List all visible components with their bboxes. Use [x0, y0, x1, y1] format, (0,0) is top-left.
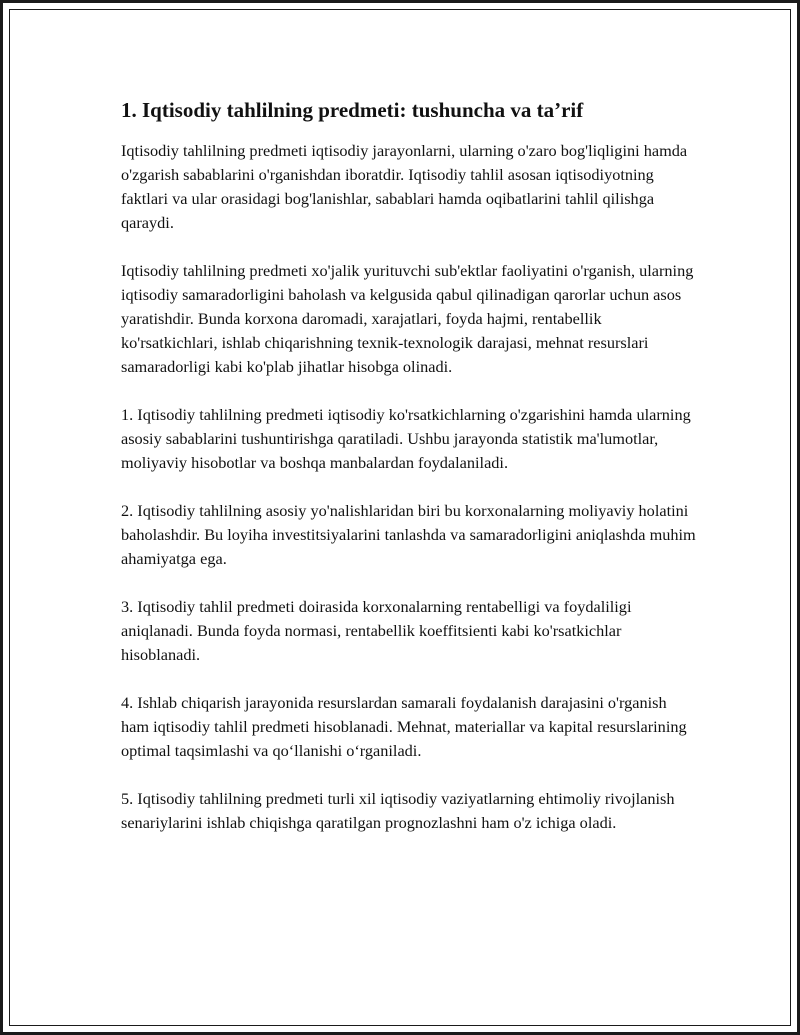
paragraph-subject: Iqtisodiy tahlilning predmeti xo'jalik yurituvchi sub'ektlar faoliyatini o'rganish, ularning iqtisodiy samaradorligini baholash va kelgusida qabul qilinadigan qarorlar uchun asos yaratishdir. Bunda korxona daromadi, xarajatlari, foyda hajmi, rentabellik ko'rsatkichlari, ishlab chiqarishning texnik-texnologik darajasi, mehnat resurslari samaradorligi kabi ko'plab jihatlar hisobga olinadi. [121, 261, 694, 376]
paragraph-point-5: 5. Iqtisodiy tahlilning predmeti turli xil iqtisodiy vaziyatlarning ehtimoliy rivojlanish senariylarini ishlab chiqishga qaratilgan prognozlashni ham o'z ichiga oladi. [121, 789, 675, 832]
paragraph-point-3: 3. Iqtisodiy tahlil predmeti doirasida korxonalarning rentabelligi va foydaliligi aniqlanadi. Bunda foyda normasi, rentabellik koeffitsienti kabi ko'rsatkichlar hisoblanadi. [121, 597, 632, 664]
document-body [121, 95, 696, 859]
paragraph-intro: Iqtisodiy tahlilning predmeti iqtisodiy jarayonlarni, ularning o'zaro bog'liqligini hamda o'zgarish sabablarini o'rganishdan iboratdir. Iqtisodiy tahlil asosan iqtisodiyotning faktlari va ular orasidagi bog'lanishlar, sabablari hamda oqibatlarini tahlil qilishga qaraydi. [121, 141, 688, 232]
paragraph-point-1: 1. Iqtisodiy tahlilning predmeti iqtisodiy ko'rsatkichlarning o'zgarishini hamda ularning asosiy sabablarini tushuntirishga qaratiladi. Ushbu jarayonda statistik ma'lumotlar, moliyaviy hisobotlar va boshqa manbalardan foydalaniladi. [121, 405, 691, 472]
paragraph-point-2: 2. Iqtisodiy tahlilning asosiy yo'nalishlaridan biri bu korxonalarning moliyaviy holatini baholashdir. Bu loyiha investitsiyalarini tanlashda va samaradorligini aniqlashda muhim ahamiyatga ega. [121, 501, 696, 568]
document-title: 1. Iqtisodiy tahlilning predmeti: tushuncha va ta’rif [121, 98, 584, 122]
paragraph-point-4: 4. Ishlab chiqarish jarayonida resurslardan samarali foydalanish darajasini o'rganish ham iqtisodiy tahlil predmeti hisoblanadi. Mehnat, materiallar va kapital resurslarining optimal taqsimlashi va qo‘llanishi o‘rganiladi. [121, 693, 687, 760]
